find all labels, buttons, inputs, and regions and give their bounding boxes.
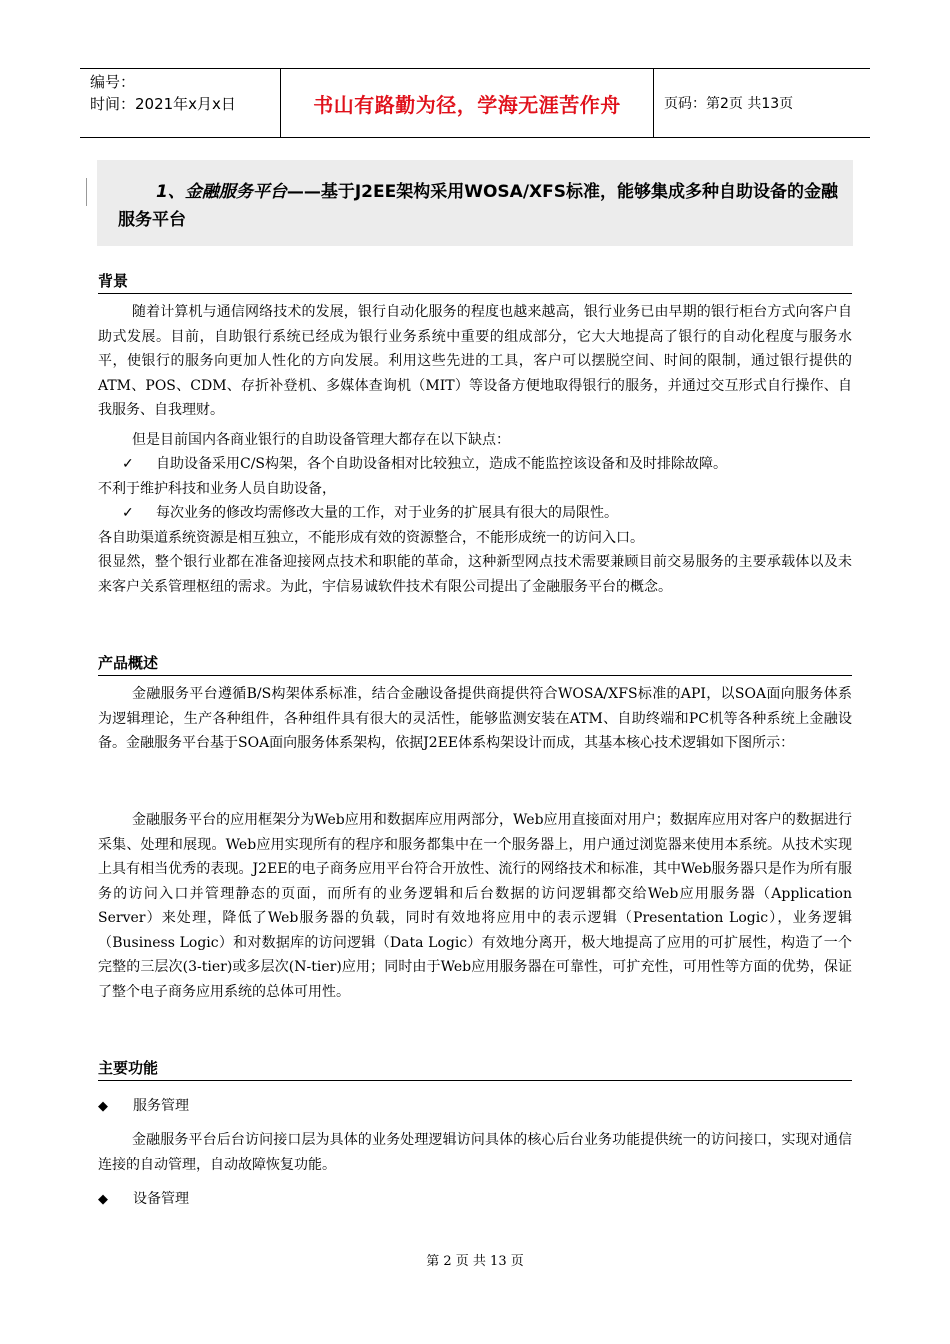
title-prefix: 1、金融服务平台 bbox=[156, 182, 287, 202]
feature-service-description: 金融服务平台后台访问接口层为具体的业务处理逻辑访问具体的核心后台业务功能提供统一的访问接口，实现对通信连接的自动管理，自动故障恢复功能。 bbox=[98, 1132, 852, 1173]
header-meta bbox=[80, 69, 281, 137]
diamond-bullet-icon: ◆ bbox=[98, 1192, 108, 1207]
background-paragraph-5: 很显然，整个银行业都在准备迎接网点技术和职能的革命，这种新型网点技术需要兼顾目前交易服务的主要承载体以及未来客户关系管理枢纽的需求。为此，宇信易诚软件技术有限公司提出了金融服务平台的概念。 bbox=[98, 554, 852, 595]
diamond-bullet-icon: ◆ bbox=[98, 1099, 108, 1114]
section-heading-features: 主要功能 bbox=[98, 1057, 852, 1081]
feature-item-device bbox=[98, 1188, 189, 1208]
checklist-item-1-text: 自助设备采用C/S构架，各个自助设备相对比较独立，造成不能监控该设备和及时排除故障。 bbox=[156, 456, 728, 472]
section-heading-overview: 产品概述 bbox=[98, 652, 852, 676]
checklist-item-1 bbox=[98, 452, 852, 477]
background-paragraph-2: 但是目前国内各商业银行的自助设备管理大都存在以下缺点： bbox=[132, 432, 510, 448]
document-number-label: 编号： bbox=[90, 73, 136, 91]
background-paragraph-1: 随着计算机与通信网络技术的发展，银行自动化服务的程度也越来越高，银行业务已由早期的银行柜台方式向客户自助式发展。目前，自助银行系统已经成为银行业务系统中重要的组成部分，它大大地提高了银行的自动化程度与服务水平，使银行的服务向更加人性化的方向发展。利用这些先进的工具，客户可以摆脱空间、时间的限制，通过银行提供的ATM、POS、CDM、存折补登机、多媒体查询机（MIT）等设备方便地取得银行的服务，并通过交互形式自行操作、自我服务、自我理财。 bbox=[98, 304, 852, 418]
header-page-number: 页码：第2页 共13页 bbox=[664, 96, 794, 112]
document-title bbox=[118, 178, 843, 234]
page-header bbox=[80, 68, 870, 138]
overview-paragraph-2: 金融服务平台的应用框架分为Web应用和数据库应用两部分，Web应用直接面对用户；数据库应用对客户的数据进行采集、处理和展现。Web应用实现所有的程序和服务都集中在一个服务器上，用户通过浏览器来使用本系统。从技术实现上具有相当优秀的表现。J2EE的电子商务应用平台符合开放性、流行的网络技术和标准，其中Web服务器只是作为所有服务的访问入口并管理静态的页面，而所有的业务逻辑和后台数据的访问逻辑都交给Web应用服务器（Application Server）来处理，降低了Web服务器的负载，同时有效地将应用中的表示逻辑（Presentation Logic），业务逻辑（Business Logic）和对数据库的访问逻辑（Data Logic）有效地分离开，极大地提高了应用的可扩展性，构造了一个完整的三层次(3-tier)或多层次(N-tier)应用；同时由于Web应用服务器在可靠性，可扩充性，可用性等方面的优势，保证了整个电子商务应用系统的总体可用性。 bbox=[98, 812, 852, 1000]
overview-paragraph-1: 金融服务平台遵循B/S构架体系标准，结合金融设备提供商提供符合WOSA/XFS标准的API，以SOA面向服务体系为逻辑理论，生产各种组件，各种组件具有很大的灵活性，能够监测安装在ATM、自助终端和PC机等各种系统上金融设备。金融服务平台基于SOA面向服务体系架构，依据J2EE体系构架设计而成，其基本核心技术逻辑如下图所示： bbox=[98, 686, 852, 751]
background-paragraph-4: 各自助渠道系统资源是相互独立，不能形成有效的资源整合，不能形成统一的访问入口。 bbox=[98, 530, 644, 546]
feature-item-service bbox=[98, 1095, 189, 1115]
check-icon: ✓ bbox=[122, 456, 134, 472]
feature-item-service-label: 服务管理 bbox=[133, 1098, 189, 1114]
document-date-label: 时间：2021年x月x日 bbox=[90, 95, 236, 113]
checklist-item-2-text: 每次业务的修改均需修改大量的工作，对于业务的扩展具有很大的局限性。 bbox=[156, 505, 618, 521]
title-rest: ——基于J2EE架构采用WOSA/XFS标准，能够集成多种自助设备的金融服务平台 bbox=[118, 182, 838, 230]
page-footer: 第 2 页 共 13 页 bbox=[426, 1254, 524, 1269]
check-icon: ✓ bbox=[122, 505, 134, 521]
feature-item-device-label: 设备管理 bbox=[133, 1191, 189, 1207]
section-heading-background: 背景 bbox=[98, 270, 852, 294]
background-paragraph-3: 不利于维护科技和业务人员自助设备， bbox=[98, 481, 336, 497]
title-marker bbox=[86, 178, 87, 206]
checklist-item-2 bbox=[98, 501, 852, 526]
header-motto: 书山有路勤为径，学海无涯苦作舟 bbox=[281, 69, 654, 137]
